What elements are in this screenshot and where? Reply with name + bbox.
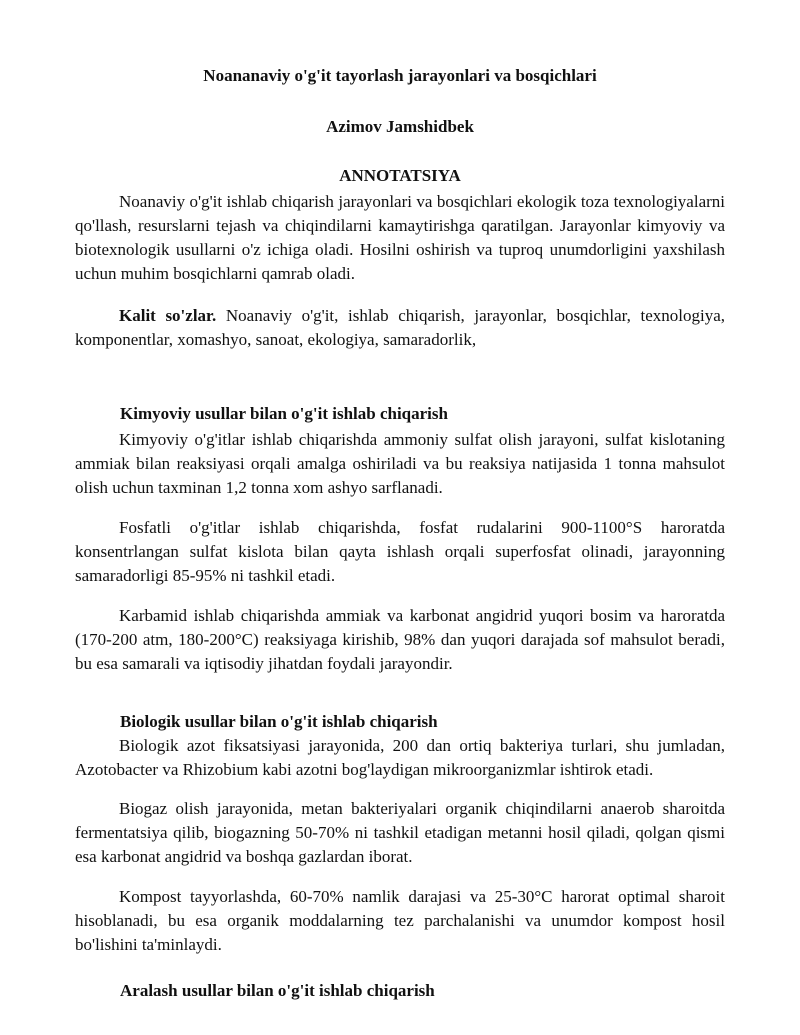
- abstract-paragraph: Noanaviy o'g'it ishlab chiqarish jarayonlari va bosqichlari ekologik toza texnologiyalarni qo'llash, resurslarni tejash va chiqindilarni kamaytirishga qaratilgan. Jarayonlar kimyoviy va biotexnologik usullarni o'z ichiga oladi. Hosilni oshirish va tuproq unumdorligini yaxshilash uchun muhim bosqichlarni qamrab oladi.: [75, 192, 725, 283]
- section1-paragraph: Karbamid ishlab chiqarishda ammiak va karbonat angidrid yuqori bosim va haroratda (170-200 atm, 180-200°C) reaksiyaga kirishib, 98% dan yuqori darajada sof mahsulot beradi, bu esa samarali va iqtisodiy jihatdan foydali jarayondir.: [75, 606, 725, 673]
- author-name: Azimov Jamshidbek: [326, 117, 474, 136]
- section1-paragraph: Kimyoviy o'g'itlar ishlab chiqarishda ammoniy sulfat olish jarayoni, sulfat kislotaning ammiak bilan reaksiyasi orqali amalga oshiriladi va bu reaksiya natijasida 1 tonna mahsulot olish uchun taxminan 1,2 tonna xom ashyo sarflanadi.: [75, 430, 725, 497]
- keywords-paragraph: [75, 304, 725, 352]
- section1-paragraph: Fosfatli o'g'itlar ishlab chiqarishda, fosfat rudalarini 900-1100°S haroratda konsentrlangan sulfat kislota bilan qayta ishlash orqali superfosfat olinadi, jarayonning samaradorligi 85-95% ni tashkil etadi.: [75, 518, 725, 585]
- section-heading-chemical: Kimyoviy usullar bilan o'g'it ishlab chiqarish: [120, 404, 448, 423]
- section2-paragraph: Biogaz olish jarayonida, metan bakteriyalari organik chiqindilarni anaerob sharoitda fermentatsiya qilib, biogazning 50-70% ni tashkil etadigan metanni hosil qiladi, qolgan qismi esa karbonat angidrid va boshqa gazlardan iborat.: [75, 799, 725, 866]
- abstract-heading: ANNOTATSIYA: [339, 166, 461, 185]
- section2-paragraph: Kompost tayyorlashda, 60-70% namlik darajasi va 25-30°C harorat optimal sharoit hisoblanadi, bu esa organik moddalarning tez parchalanishi va unumdor kompost hosil bo'lishini ta'minlaydi.: [75, 887, 725, 954]
- section-heading-biological: Biologik usullar bilan o'g'it ishlab chiqarish: [120, 712, 438, 731]
- keywords-label: Kalit so'zlar.: [119, 306, 217, 325]
- keywords-text: Noanaviy o'g'it, ishlab chiqarish, jarayonlar, bosqichlar, texnologiya, komponentlar, xomashyo, sanoat, ekologiya, samaradorlik,: [75, 306, 725, 349]
- paper-title: Noananaviy o'g'it tayorlash jarayonlari va bosqichlari: [203, 66, 597, 85]
- section-heading-mixed: Aralash usullar bilan o'g'it ishlab chiqarish: [120, 981, 435, 1000]
- section2-paragraph: Biologik azot fiksatsiyasi jarayonida, 200 dan ortiq bakteriya turlari, shu jumladan, Azotobacter va Rhizobium kabi azotni bog'laydigan mikroorganizmlar ishtirok etadi.: [75, 736, 725, 779]
